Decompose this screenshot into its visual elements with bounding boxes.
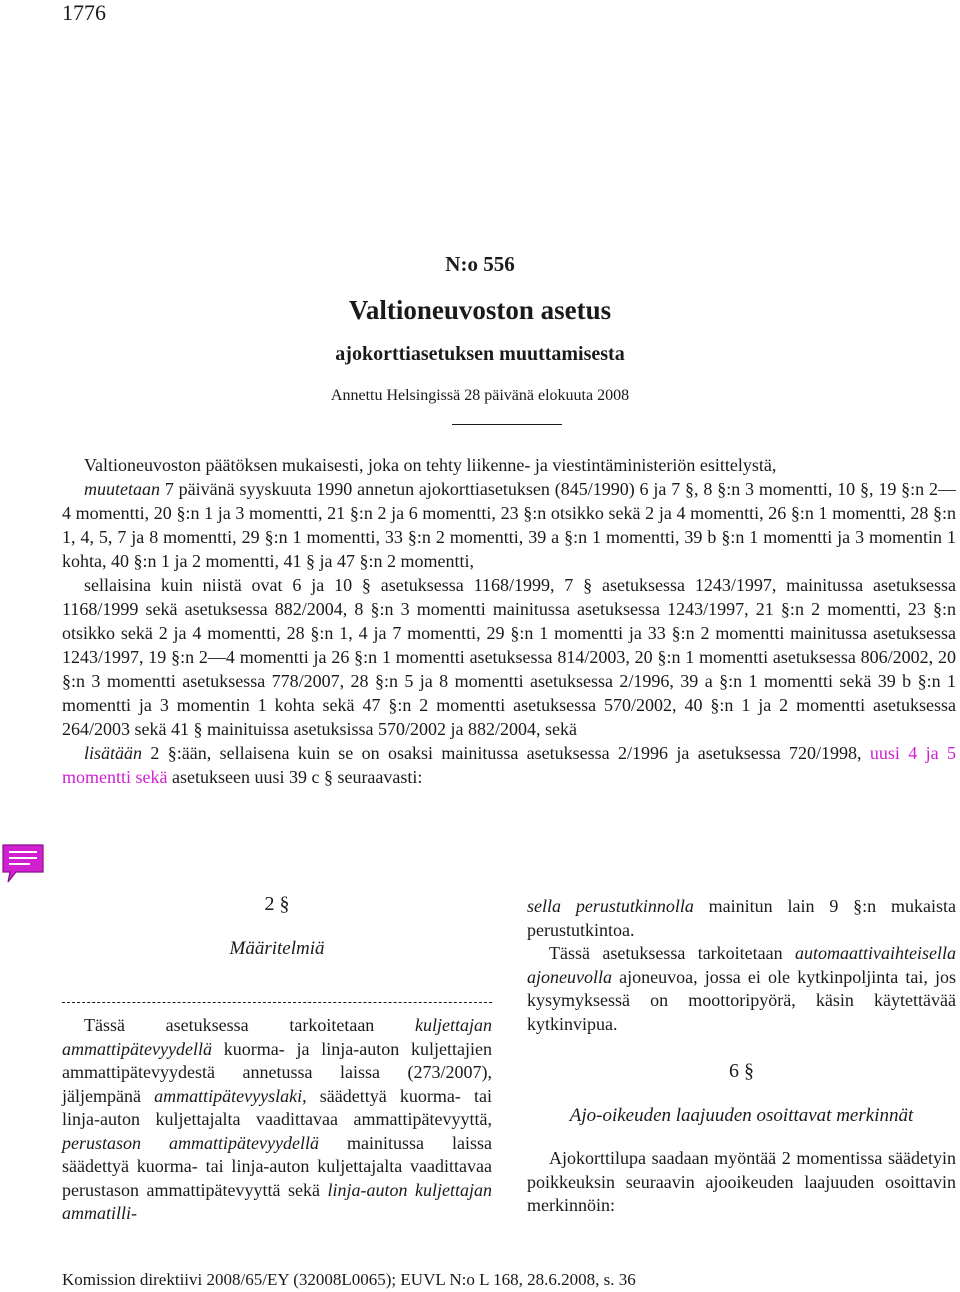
- right-column: [527, 895, 956, 1218]
- issued-date: Annettu Helsingissä 28 päivänä elokuuta 2008: [330, 387, 630, 404]
- omission-dash-line: [62, 1002, 492, 1003]
- title-divider: [452, 424, 562, 425]
- highlighted-text[interactable]: uusi 4 ja 5 momentti sekä: [62, 743, 956, 787]
- section-number-2: 2 §: [264, 893, 290, 915]
- preamble-line: Valtioneuvoston päätöksen mukaisesti, joka on tehty liikenne- ja viestintäministeriön esittelystä,: [84, 455, 777, 475]
- text-run: , säädettyä kuorma- tai linja-auton kuljettajalta vaadittavaa ammattipätevyyttä,: [62, 1085, 492, 1129]
- as-clause: sellaisina kuin niistä ovat 6 ja 10 § asetuksessa 1168/1999, 7 § asetuksessa 1243/1997, mainitussa asetuksessa 1168/1999 sekä asetuksessa 882/2004, 8 §:n 3 momentti mainitussa asetuksessa 1243/1997, 21 §:n 2 momentti, 23 §:n otsikko sekä 2 ja 4 momentti, 28 §:n 1, 4 ja 7 momentti, 29 §:n 1 momentti ja 33 §:n 2 momentti mainitussa asetuksessa 1243/1997, 19 §:n 2—4 momentti ja 26 §:n 1 momentti asetuksessa 814/2003, 20 §:n 1 momentti asetuksessa 806/2002, 20 §:n 3 momentti asetuksessa 778/2007, 28 §:n 5 ja 8 momentti asetuksessa 2/1996, 39 a §:n 1 momentti sekä 39 b §:n 1 momentti ja 3 momentin 1 kohta sekä 47 §:n 2 momentti asetuksessa 570/2002, 40 §:n 1 ja 2 momentti asetuksessa 264/2003 sekä 41 § mainituissa asetuksissa 570/2002 ja 882/2004, sekä: [62, 575, 956, 739]
- section-heading-6: Ajo-oikeuden laajuuden osoittavat merkinnät: [569, 1104, 914, 1126]
- add-clause: [62, 741, 956, 789]
- amend-clause: [62, 477, 956, 573]
- text-run: Tässä asetuksessa tarkoitetaan: [549, 943, 796, 963]
- term-italic: sella perustutkinnolla: [527, 896, 694, 916]
- section-number-6: 6 §: [729, 1060, 754, 1082]
- preamble: [62, 453, 956, 789]
- term-italic: linja-auton kuljettajan ammatilli-: [62, 1179, 493, 1223]
- text-run: mainitun lain 9 §:n mukaista perustutkintoa.: [527, 896, 956, 940]
- text-run: ajoneuvoa, jossa ei ole kytkinpoljinta tai, jos kysymyksessä on moottoripyörä, käsin käytettävää kytkinvipua.: [527, 966, 956, 1034]
- text-run: Tässä asetuksessa tarkoitetaan: [84, 1015, 416, 1035]
- right-paragraph-1: [527, 895, 956, 942]
- add-keyword: lisätään: [84, 743, 143, 763]
- text-run: kuorma- ja linja-auton kuljettajien ammattipätevyydestä annetussa laissa (273/2007), jäljempänä: [62, 1038, 492, 1106]
- add-text-b: asetukseen uusi 39 c § seuraavasti:: [167, 767, 423, 787]
- page-number: 1776: [62, 0, 106, 25]
- amend-text: 7 päivänä syyskuuta 1990 annetun ajokorttiasetuksen (845/1990) 6 ja 7 §, 8 §:n 3 momentti, 10 §, 19 §:n 2—4 momentti, 20 §:n 1 ja 3 momentti, 21 §:n 2 ja 6 momentti, 23 §:n otsikko sekä 2 ja 4 momentti, 26 §:n 1 momentti, 28 §:n 1, 4, 5, 7 ja 8 momentti, 29 §:n 1 momentti, 33 §:n 2 momentti, 39 a §:n 1 momentti, 39 b §:n 1 momentti ja 3 momentin 1 kohta, 40 §:n 1 ja 2 momentti, 41 § ja 47 §:n 2 momentti,: [62, 479, 956, 571]
- term-italic: perustason ammattipätevyydellä: [62, 1132, 319, 1153]
- document-title: Valtioneuvoston asetus: [348, 295, 612, 325]
- add-text-a: 2 §:ään, sellaisena kuin se on osaksi mainitussa asetuksessa 2/1996 ja asetuksessa 720/1998,: [142, 743, 870, 763]
- right-paragraph-2: [527, 942, 956, 1036]
- text-run: mainitussa laissa säädettyä kuorma- tai linja-auton kuljettajalta vaadittavaa perustason ammattipätevyyttä sekä: [62, 1132, 492, 1200]
- statute-number: N:o 556: [445, 252, 515, 276]
- section-2-text: [62, 1014, 492, 1226]
- term-italic: ammattipätevyyslaki: [154, 1085, 303, 1106]
- section-heading-2: Määritelmiä: [229, 937, 325, 959]
- left-column: [62, 893, 492, 960]
- term-italic: kuljettajan ammattipätevyydellä: [62, 1015, 492, 1059]
- document-subtitle: ajokorttiasetuksen muuttamisesta: [335, 343, 625, 365]
- amend-keyword: muutetaan: [84, 479, 160, 499]
- term-italic: automaattivaihteisella ajoneuvolla: [527, 943, 956, 987]
- comment-icon[interactable]: [0, 842, 46, 884]
- section-6-text: Ajokorttilupa saadaan myöntää 2 momentissa säädetyin poikkeuksin seuraavin ajooikeuden laajuuden osoittavin merkinnöin:: [527, 1148, 956, 1215]
- footnote: Komission direktiivi 2008/65/EY (32008L0065); EUVL N:o L 168, 28.6.2008, s. 36: [62, 1270, 636, 1289]
